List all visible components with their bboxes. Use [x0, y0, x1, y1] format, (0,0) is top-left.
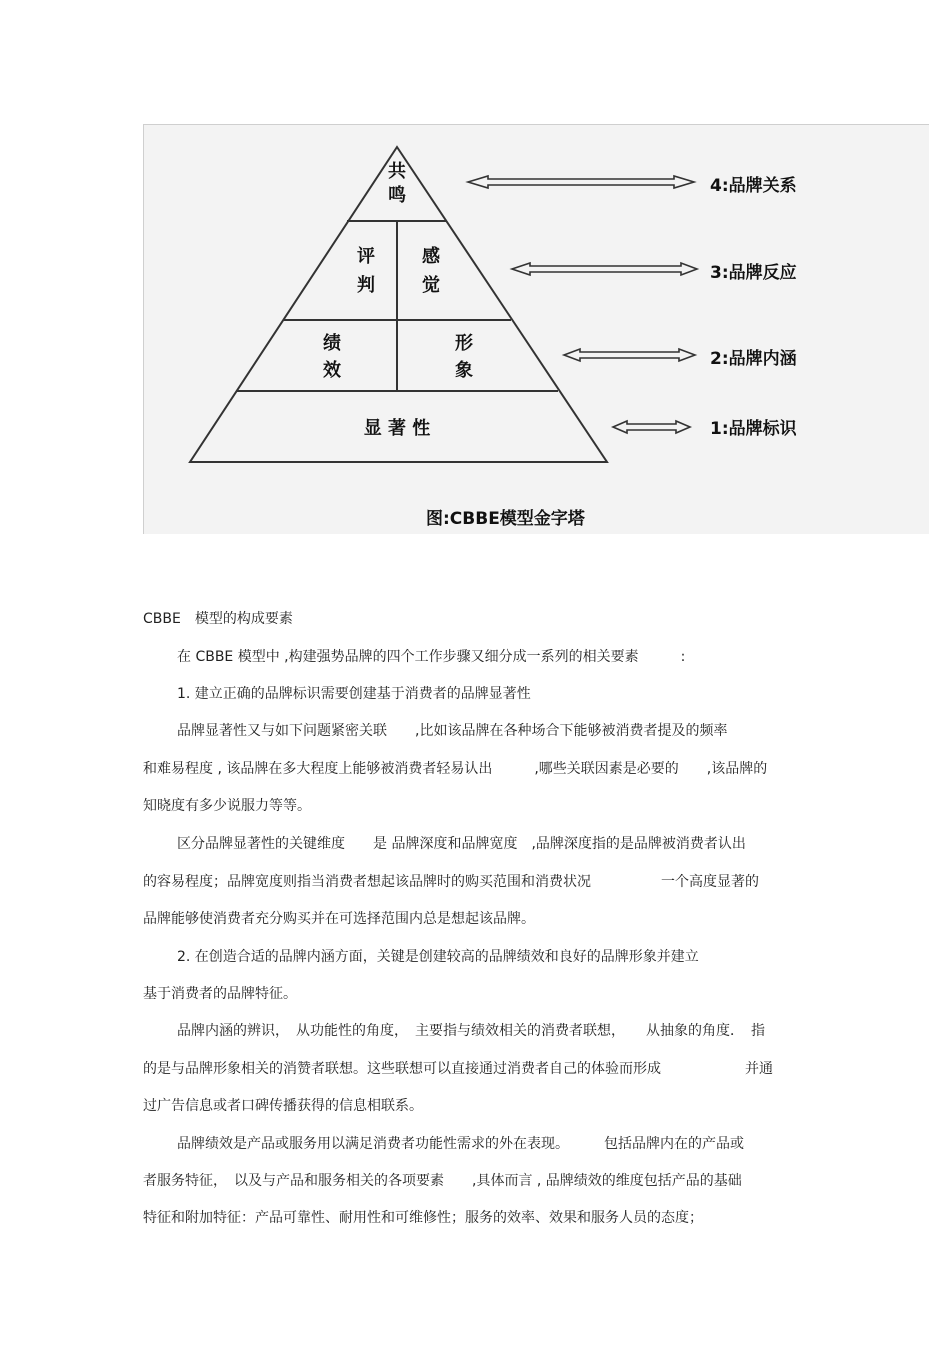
paragraph-line: 品牌显著性又与如下问题紧密关联 ,比如该品牌在各种场合下能够被消费者提及的频率 [177, 723, 728, 739]
step2-label: 2:品牌内涵 [710, 349, 797, 369]
paragraph-line: 的容易程度；品牌宽度则指当消费者想起该品牌时的购买范围和消费状况 一个高度显著的 [143, 874, 759, 890]
performance-label-1: 绩 [323, 333, 341, 354]
paragraph-line: 过广告信息或者口碑传播获得的信息相联系。 [143, 1098, 423, 1114]
step4-label: 4:品牌关系 [710, 176, 797, 196]
step3-label: 3:品牌反应 [710, 263, 797, 283]
double-arrow-step3 [512, 263, 697, 275]
feelings-label-1: 感 [422, 246, 440, 267]
paragraph-line: 品牌能够使消费者充分购买并在可选择范围内总是想起该品牌。 [143, 911, 535, 927]
paragraph-line: 在 CBBE 模型中 ,构建强势品牌的四个工作步骤又细分成一系列的相关要素 : [177, 649, 686, 665]
section-heading: CBBE 模型的构成要素 [143, 611, 293, 627]
paragraph-line: 者服务特征， 以及与产品和服务相关的各项要素 ,具体而言 , 品牌绩效的维度包括产品的基础 [143, 1173, 742, 1189]
salience-label: 显 著 性 [363, 418, 431, 439]
paragraph-line: 区分品牌显著性的关键维度 是 品牌深度和品牌宽度 ,品牌深度指的是品牌被消费者认出 [177, 836, 746, 852]
double-arrow-step4 [468, 176, 694, 188]
double-arrow-step2 [564, 349, 695, 361]
resonance-label-2: 鸣 [388, 185, 406, 206]
paragraph-line: 品牌绩效是产品或服务用以满足消费者功能性需求的外在表现。 包括品牌内在的产品或 [177, 1136, 744, 1152]
cbbe-pyramid-figure [143, 124, 929, 534]
imagery-label-2: 象 [455, 360, 473, 381]
feelings-label-2: 觉 [422, 275, 440, 296]
step1-label: 1:品牌标识 [710, 419, 797, 439]
judgments-label-1: 评 [357, 246, 375, 267]
paragraph-line: 的是与品牌形象相关的消赞者联想。这些联想可以直接通过消费者自己的体验而形成 并通 [143, 1061, 773, 1077]
resonance-label-1: 共 [388, 161, 406, 182]
paragraph-line: 和难易程度 , 该品牌在多大程度上能够被消费者轻易认出 ,哪些关联因素是必要的 ,该品牌的 [143, 761, 768, 777]
paragraph-line: 基于消费者的品牌特征。 [143, 986, 297, 1002]
performance-label-2: 效 [323, 360, 341, 381]
paragraph-line: 知晓度有多少说服力等等。 [143, 798, 311, 814]
paragraph-line: 品牌内涵的辨识， 从功能性的角度， 主要指与绩效相关的消费者联想， 从抽象的角度． 指 [177, 1023, 765, 1039]
paragraph-line: 特征和附加特征：产品可靠性、耐用性和可维修性；服务的效率、效果和服务人员的态度； [143, 1210, 703, 1226]
figure-caption: 图:CBBE模型金字塔 [426, 509, 585, 529]
paragraph-line: 1. 建立正确的品牌标识需要创建基于消费者的品牌显著性 [177, 686, 531, 702]
double-arrow-step1 [613, 421, 690, 433]
paragraph-line: 2. 在创造合适的品牌内涵方面，关键是创建较高的品牌绩效和良好的品牌形象并建立 [177, 949, 699, 965]
judgments-label-2: 判 [357, 275, 375, 296]
imagery-label-1: 形 [455, 333, 473, 354]
pyramid-diagram [144, 125, 930, 535]
